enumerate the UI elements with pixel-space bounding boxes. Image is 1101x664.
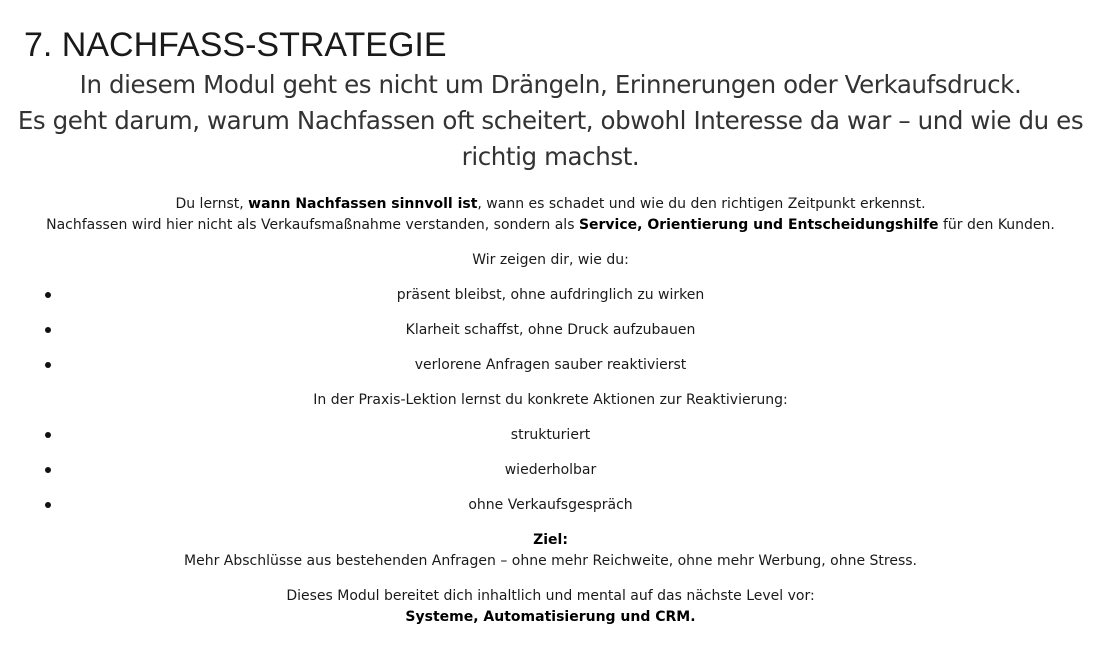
intro-line-2: Es geht darum, warum Nachfassen oft scheitert, obwohl Interesse da war – und wie du es <box>17 106 1084 135</box>
list-item-text: Klarheit schaffst, ohne Druck aufzubauen <box>405 322 696 338</box>
list-item <box>0 285 1101 320</box>
goal-label <box>0 530 1101 551</box>
goal-section <box>0 530 1101 572</box>
outro-text: Dieses Modul bereitet dich inhaltlich und mental auf das nächste Level vor: <box>286 588 815 604</box>
learning-line-2 <box>0 215 1101 236</box>
list1 <box>0 285 1101 390</box>
intro-line-1: In diesem Modul geht es nicht um Drängeln, Erinnerungen oder Verkaufsdruck. <box>79 70 1022 99</box>
learning-line-2-start: Nachfassen wird hier nicht als Verkaufsmaßnahme verstanden, sondern als <box>46 217 579 233</box>
module-description <box>0 194 1101 642</box>
learning-line-2-end: für den Kunden. <box>938 217 1055 233</box>
list-item-text: verlorene Anfragen sauber reaktivierst <box>414 357 687 373</box>
bullet-icon <box>45 292 51 298</box>
goal-label-text: Ziel: <box>533 532 568 548</box>
bullet-icon <box>45 502 51 508</box>
bullet-icon <box>45 467 51 473</box>
page-title: 7. NACHFASS-STRATEGIE <box>24 26 447 64</box>
bullet-icon <box>45 432 51 438</box>
list-item <box>0 460 1101 495</box>
goal-text: Mehr Abschlüsse aus bestehenden Anfragen – ohne mehr Reichweite, ohne mehr Werbung, ohne Stress. <box>184 553 917 569</box>
outro-bold-line <box>0 607 1101 628</box>
list-item-text: wiederholbar <box>504 462 597 478</box>
learning-line-2-bold: Service, Orientierung und Entscheidungshilfe <box>578 217 939 233</box>
intro-line-3: richtig machst. <box>461 142 640 171</box>
learning-line-1-start: Du lernst, <box>175 196 249 212</box>
list-item <box>0 425 1101 460</box>
learning-line-1-bold: wann Nachfassen sinnvoll ist <box>248 196 478 212</box>
list2 <box>0 425 1101 530</box>
list2-heading: In der Praxis-Lektion lernst du konkrete Aktionen zur Reaktivierung: <box>313 392 788 408</box>
list-item-text: präsent bleibst, ohne aufdringlich zu wirken <box>396 287 705 303</box>
list-item <box>0 355 1101 390</box>
learning-line-1-end: , wann es schadet und wie du den richtigen Zeitpunkt erkennst. <box>477 196 926 212</box>
list1-heading: Wir zeigen dir, wie du: <box>472 252 629 268</box>
outro-bold-text: Systeme, Automatisierung und CRM. <box>405 609 696 625</box>
list-item <box>0 320 1101 355</box>
list-item-text: strukturiert <box>510 427 591 443</box>
learning-paragraph <box>0 194 1101 236</box>
outro-section <box>0 586 1101 628</box>
bullet-icon <box>45 362 51 368</box>
bullet-icon <box>45 327 51 333</box>
intro-text <box>0 67 1101 175</box>
list-item-text: ohne Verkaufsgespräch <box>468 497 633 513</box>
learning-line-1 <box>0 194 1101 215</box>
list-item <box>0 495 1101 530</box>
